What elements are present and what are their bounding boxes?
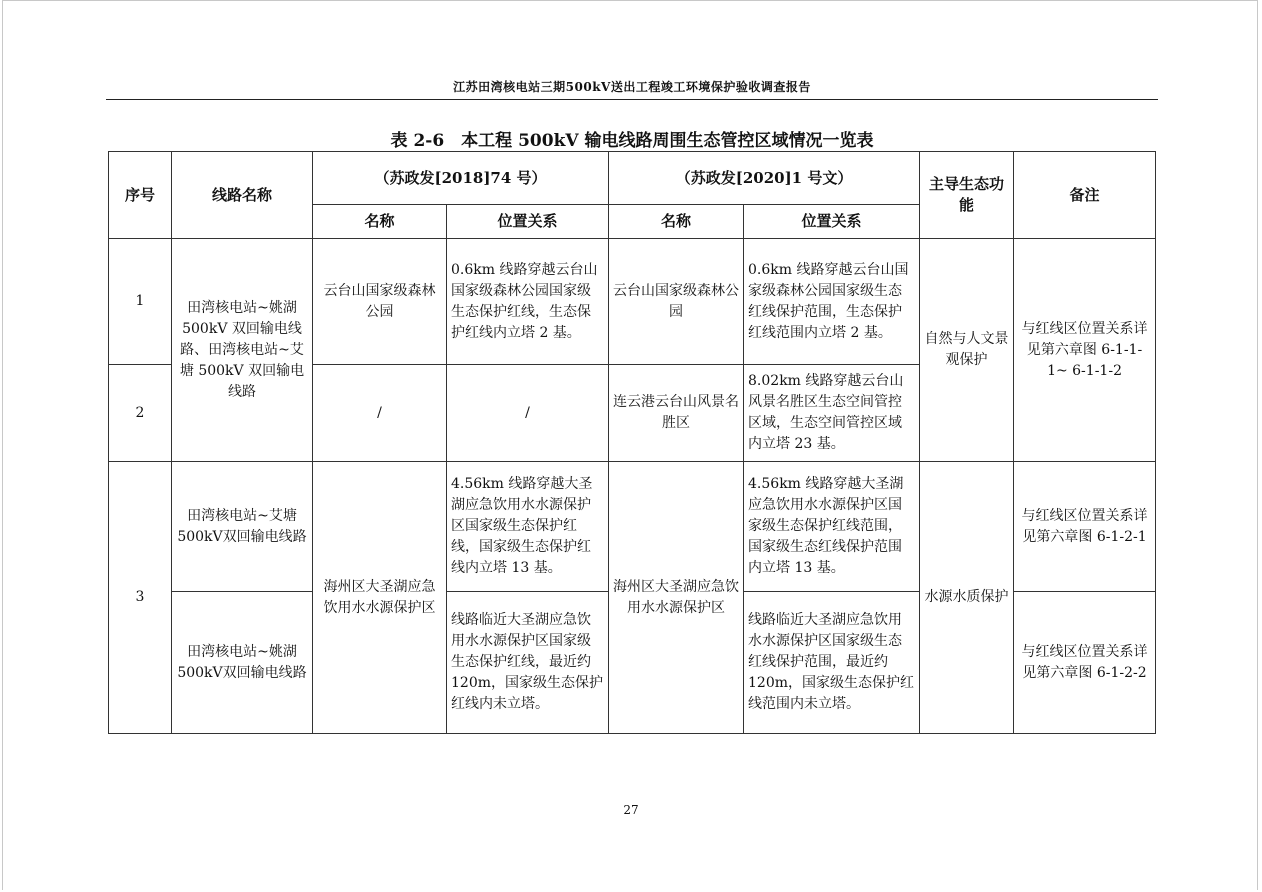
cell-relation-2018: 线路临近大圣湖应急饮用水水源保护区国家级生态保护红线，最近约 120m，国家级生态保护红线内未立塔。 [447, 592, 609, 734]
cell-name-2020: 海州区大圣湖应急饮用水水源保护区 [609, 462, 744, 734]
sub-name-2020: 名称 [609, 205, 744, 239]
col-seq-header: 序号 [109, 152, 172, 239]
cell-relation-2020: 8.02km 线路穿越云台山风景名胜区生态空间管控区域，生态空间管控区域内立塔 23 基。 [744, 365, 920, 462]
table-row [109, 462, 1156, 592]
ecological-control-table [108, 151, 1156, 734]
sub-name-2018: 名称 [313, 205, 447, 239]
cell-name-2018: 云台山国家级森林公园 [313, 239, 447, 365]
col-remark-header: 备注 [1014, 152, 1156, 239]
cell-relation-2018: / [447, 365, 609, 462]
cell-function: 水源水质保护 [920, 462, 1014, 734]
cell-name-2020: 连云港云台山风景名胜区 [609, 365, 744, 462]
cell-relation-2018: 4.56km 线路穿越大圣湖应急饮用水水源保护区国家级生态保护红线，国家级生态保护红线内立塔 13 基。 [447, 462, 609, 592]
cell-relation-2020: 线路临近大圣湖应急饮用水水源保护区国家级生态红线保护范围，最近约 120m，国家级生态保护红线范围内未立塔。 [744, 592, 920, 734]
cell-function: 自然与人文景观保护 [920, 239, 1014, 462]
cell-name-2020: 云台山国家级森林公园 [609, 239, 744, 365]
sub-relation-2018: 位置关系 [447, 205, 609, 239]
cell-line: 田湾核电站~姚湖500kV双回输电线路 [172, 592, 313, 734]
cell-remark: 与红线区位置关系详见第六章图 6-1-2-1 [1014, 462, 1156, 592]
header-row-1 [109, 152, 1156, 205]
table-row [109, 239, 1156, 365]
cell-remark: 与红线区位置关系详见第六章图 6-1-2-2 [1014, 592, 1156, 734]
cell-line: 田湾核电站~艾塘500kV双回输电线路 [172, 462, 313, 592]
table-title: 表 2-6 本工程 500kV 输电线路周围生态管控区域情况一览表 [390, 131, 874, 151]
cell-seq: 3 [109, 462, 172, 734]
col-line-header: 线路名称 [172, 152, 313, 239]
cell-name-2018: 海州区大圣湖应急饮用水水源保护区 [313, 462, 447, 734]
cell-name-2018: / [313, 365, 447, 462]
cell-relation-2020: 0.6km 线路穿越云台山国家级森林公园国家级生态红线保护范围，生态保护红线范围内立塔 2 基。 [744, 239, 920, 365]
group-2020-header: （苏政发[2020]1 号文） [609, 152, 920, 205]
header-rule [106, 99, 1158, 100]
running-header: 江苏田湾核电站三期500kV送出工程竣工环境保护验收调查报告 [453, 80, 811, 94]
cell-relation-2018: 0.6km 线路穿越云台山国家级森林公园国家级生态保护红线，生态保护红线内立塔 2 基。 [447, 239, 609, 365]
cell-seq: 1 [109, 239, 172, 365]
cell-remark: 与红线区位置关系详见第六章图 6-1-1-1~ 6-1-1-2 [1014, 239, 1156, 462]
cell-line: 田湾核电站~姚湖500kV 双回输电线路、田湾核电站~艾塘 500kV 双回输电线路 [172, 239, 313, 462]
cell-relation-2020: 4.56km 线路穿越大圣湖应急饮用水水源保护区国家级生态保护红线范围，国家级生态红线保护范围内立塔 13 基。 [744, 462, 920, 592]
sub-relation-2020: 位置关系 [744, 205, 920, 239]
group-2018-header: （苏政发[2018]74 号） [313, 152, 609, 205]
col-function-header: 主导生态功能 [920, 152, 1014, 239]
page-number: 27 [623, 803, 639, 817]
cell-seq: 2 [109, 365, 172, 462]
